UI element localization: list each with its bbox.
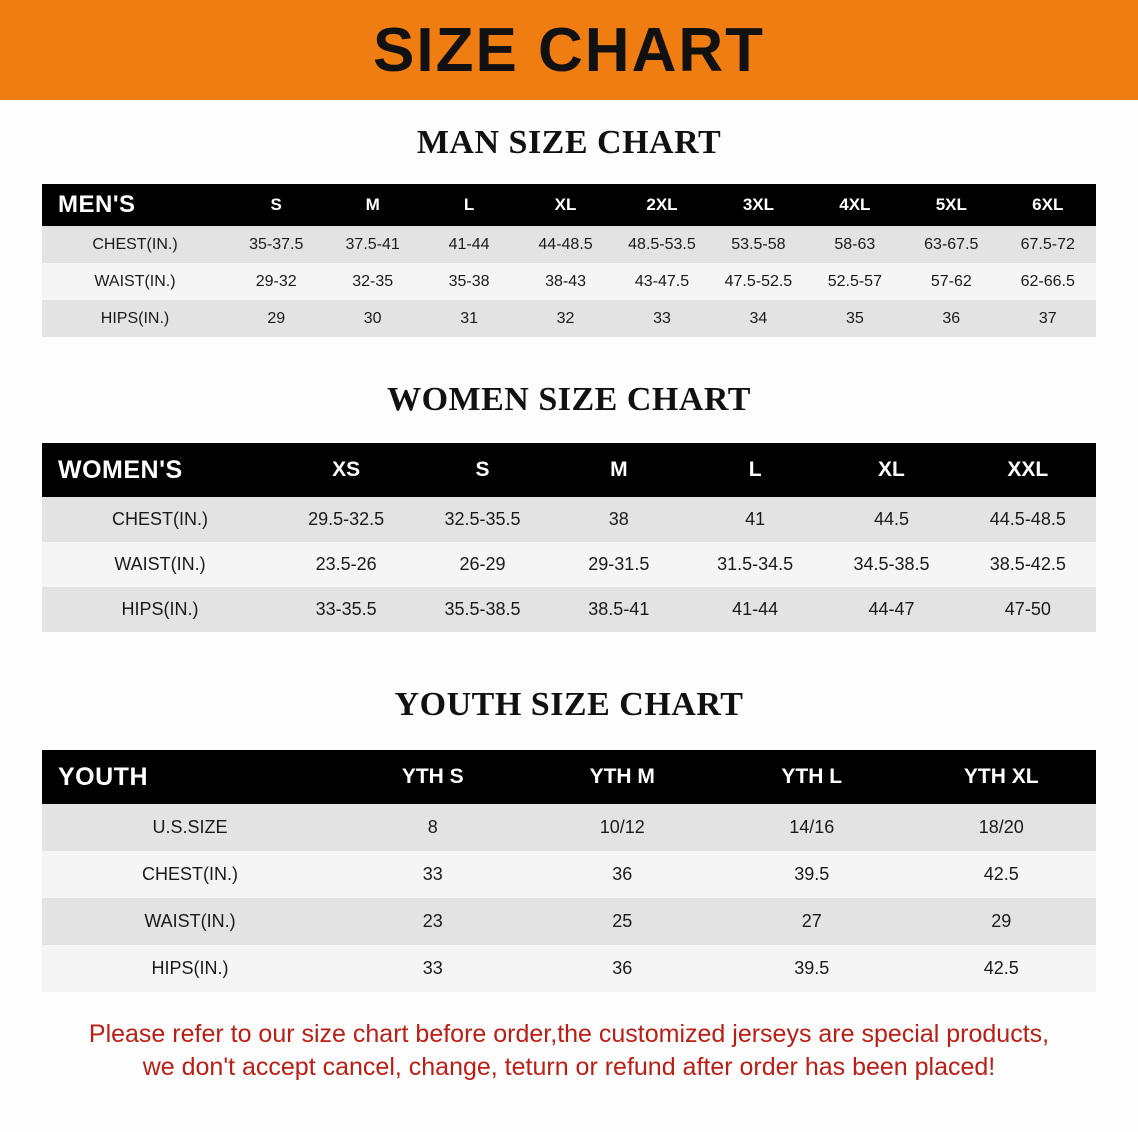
- table-row: [42, 804, 1096, 851]
- cell: 57-62: [903, 263, 999, 300]
- table-row: [42, 851, 1096, 898]
- women-header-size: M: [551, 443, 687, 497]
- man-header-size: 6XL: [1000, 184, 1097, 226]
- cell: 34.5-38.5: [823, 542, 959, 587]
- youth-header-size: YTH XL: [907, 750, 1097, 804]
- women-header-size: S: [414, 443, 550, 497]
- cell: 41-44: [421, 226, 517, 263]
- cell: 44.5: [823, 497, 959, 542]
- cell: 52.5-57: [807, 263, 903, 300]
- youth-table-header: [42, 750, 1096, 804]
- cell: 41: [687, 497, 823, 542]
- women-header-size: XXL: [960, 443, 1096, 497]
- women-header-size: XL: [823, 443, 959, 497]
- cell: 37: [1000, 300, 1097, 337]
- table-header-row: [42, 750, 1096, 804]
- banner: [0, 0, 1138, 100]
- youth-header-label: YOUTH: [42, 750, 338, 804]
- table-header-row: [42, 443, 1096, 497]
- cell: 44-48.5: [517, 226, 613, 263]
- table-row: [42, 300, 1096, 337]
- cell: 33-35.5: [278, 587, 414, 632]
- cell: 29-32: [228, 263, 324, 300]
- cell: 23: [338, 898, 528, 945]
- row-label: HIPS(IN.): [42, 300, 228, 337]
- cell: 42.5: [907, 851, 1097, 898]
- cell: 47.5-52.5: [710, 263, 806, 300]
- cell: 36: [528, 851, 718, 898]
- man-header-size: 3XL: [710, 184, 806, 226]
- cell: 8: [338, 804, 528, 851]
- row-label: CHEST(IN.): [42, 226, 228, 263]
- cell: 32: [517, 300, 613, 337]
- table-row: [42, 898, 1096, 945]
- disclaimer-note: [38, 1018, 1100, 1084]
- cell: 43-47.5: [614, 263, 710, 300]
- table-row: [42, 945, 1096, 992]
- cell: 37.5-41: [324, 226, 420, 263]
- youth-header-size: YTH S: [338, 750, 528, 804]
- table-header-row: [42, 184, 1096, 226]
- cell: 62-66.5: [1000, 263, 1097, 300]
- man-header-size: L: [421, 184, 517, 226]
- cell: 34: [710, 300, 806, 337]
- cell: 31: [421, 300, 517, 337]
- cell: 33: [614, 300, 710, 337]
- cell: 35-37.5: [228, 226, 324, 263]
- women-section-heading: WOMEN SIZE CHART: [387, 381, 751, 418]
- youth-table-body: [42, 804, 1096, 992]
- cell: 33: [338, 851, 528, 898]
- youth-header-size: YTH L: [717, 750, 907, 804]
- cell: 39.5: [717, 945, 907, 992]
- row-label: U.S.SIZE: [42, 804, 338, 851]
- youth-size-table: [42, 750, 1096, 992]
- page-title: SIZE CHART: [373, 16, 765, 85]
- cell: 58-63: [807, 226, 903, 263]
- cell: 36: [903, 300, 999, 337]
- man-section-heading: MAN SIZE CHART: [416, 124, 722, 161]
- cell: 39.5: [717, 851, 907, 898]
- man-header-size: S: [228, 184, 324, 226]
- cell: 35.5-38.5: [414, 587, 550, 632]
- cell: 30: [324, 300, 420, 337]
- cell: 63-67.5: [903, 226, 999, 263]
- cell: 14/16: [717, 804, 907, 851]
- cell: 26-29: [414, 542, 550, 587]
- man-header-size: M: [324, 184, 420, 226]
- cell: 18/20: [907, 804, 1097, 851]
- cell: 38-43: [517, 263, 613, 300]
- cell: 29.5-32.5: [278, 497, 414, 542]
- youth-section-heading: YOUTH SIZE CHART: [394, 686, 744, 723]
- cell: 38: [551, 497, 687, 542]
- cell: 38.5-42.5: [960, 542, 1096, 587]
- women-header-size: XS: [278, 443, 414, 497]
- row-label: WAIST(IN.): [42, 898, 338, 945]
- man-size-table: [42, 184, 1096, 337]
- cell: 42.5: [907, 945, 1097, 992]
- man-header-size: 2XL: [614, 184, 710, 226]
- cell: 29: [228, 300, 324, 337]
- cell: 23.5-26: [278, 542, 414, 587]
- cell: 32.5-35.5: [414, 497, 550, 542]
- cell: 67.5-72: [1000, 226, 1097, 263]
- cell: 31.5-34.5: [687, 542, 823, 587]
- row-label: HIPS(IN.): [42, 587, 278, 632]
- table-row: [42, 263, 1096, 300]
- women-table-header: [42, 443, 1096, 497]
- cell: 25: [528, 898, 718, 945]
- man-header-size: XL: [517, 184, 613, 226]
- cell: 27: [717, 898, 907, 945]
- man-header-label: MEN'S: [42, 184, 228, 226]
- women-header-size: L: [687, 443, 823, 497]
- row-label: CHEST(IN.): [42, 851, 338, 898]
- youth-header-size: YTH M: [528, 750, 718, 804]
- disclaimer-line-2: we don't accept cancel, change, teturn or refund after order has been placed!: [142, 1053, 996, 1081]
- disclaimer-line-1: Please refer to our size chart before order,the customized jerseys are special products,: [88, 1020, 1050, 1048]
- row-label: WAIST(IN.): [42, 542, 278, 587]
- cell: 38.5-41: [551, 587, 687, 632]
- cell: 33: [338, 945, 528, 992]
- cell: 44.5-48.5: [960, 497, 1096, 542]
- women-size-table: [42, 443, 1096, 632]
- cell: 36: [528, 945, 718, 992]
- cell: 32-35: [324, 263, 420, 300]
- row-label: CHEST(IN.): [42, 497, 278, 542]
- cell: 41-44: [687, 587, 823, 632]
- women-table-body: [42, 497, 1096, 632]
- cell: 35-38: [421, 263, 517, 300]
- cell: 48.5-53.5: [614, 226, 710, 263]
- table-row: [42, 497, 1096, 542]
- cell: 10/12: [528, 804, 718, 851]
- cell: 35: [807, 300, 903, 337]
- man-table-body: [42, 226, 1096, 337]
- cell: 44-47: [823, 587, 959, 632]
- cell: 29-31.5: [551, 542, 687, 587]
- man-header-size: 4XL: [807, 184, 903, 226]
- table-row: [42, 587, 1096, 632]
- table-row: [42, 226, 1096, 263]
- row-label: HIPS(IN.): [42, 945, 338, 992]
- man-table-header: [42, 184, 1096, 226]
- row-label: WAIST(IN.): [42, 263, 228, 300]
- cell: 47-50: [960, 587, 1096, 632]
- cell: 53.5-58: [710, 226, 806, 263]
- cell: 29: [907, 898, 1097, 945]
- man-header-size: 5XL: [903, 184, 999, 226]
- table-row: [42, 542, 1096, 587]
- women-header-label: WOMEN'S: [42, 443, 278, 497]
